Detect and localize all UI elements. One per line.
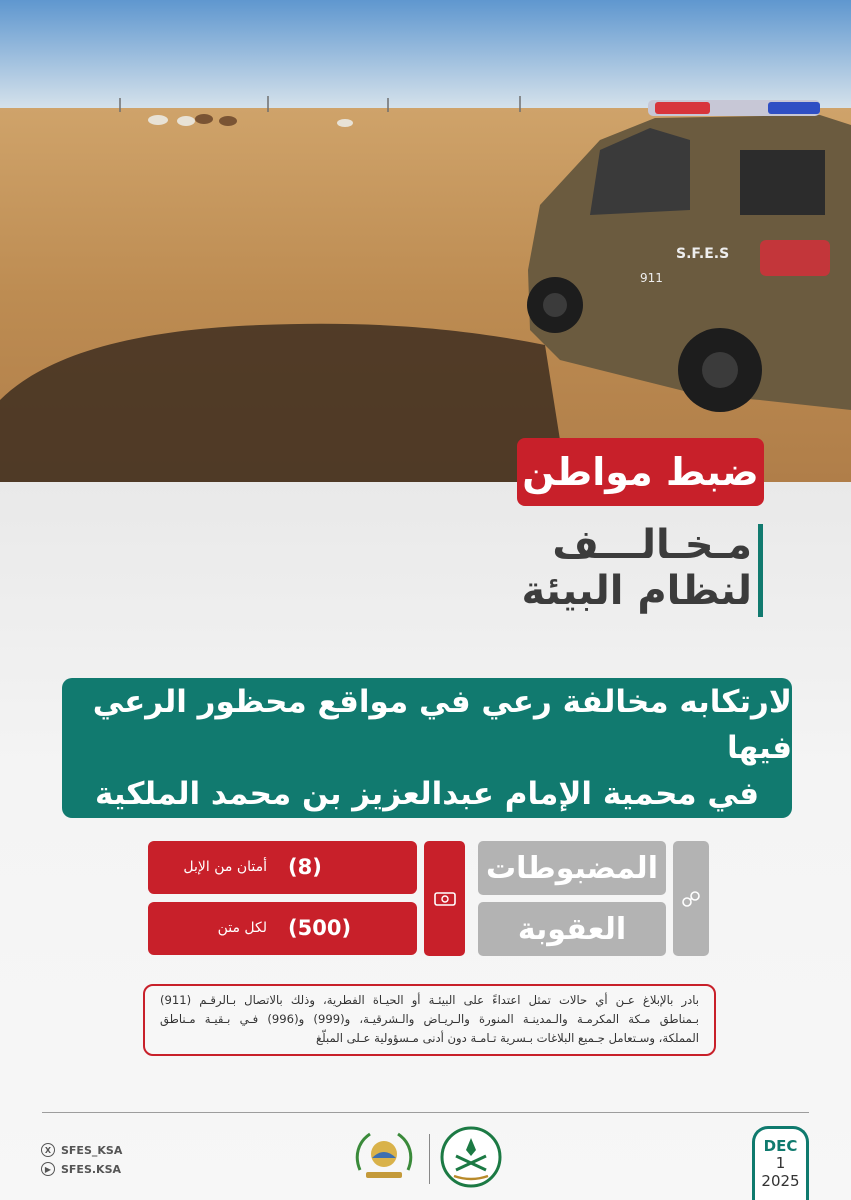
- description-line-1: لارتكابه مخالفة رعي في مواقع محظور الرعي فيها: [92, 684, 792, 766]
- date-day: 1: [775, 1154, 786, 1172]
- seized-label-box: [478, 841, 666, 895]
- subtitle-line-1: مـخـالـــف: [552, 522, 752, 568]
- seized-label: المضبوطات: [486, 850, 658, 886]
- twitter-link[interactable]: [41, 1140, 122, 1160]
- notice-line-2: بـمناطق مـكة المكرمـة والـمدينـة المنورة والـريـاض والـشرقيـة، و(999) و(996) فـي بـقيـة مـناطق: [160, 1012, 699, 1026]
- title-badge: [517, 438, 764, 506]
- penalty-description: لكل متن: [217, 920, 267, 936]
- page-title: ضبط مواطن: [522, 450, 759, 494]
- reporting-notice: [143, 984, 716, 1056]
- notice-line-3: المملكة، وسـتعامل جـميع البلاغات بـسرية تـامـة دون أدنى مـسؤولية عـلى المبلّغ: [315, 1031, 699, 1045]
- date-badge: [752, 1126, 809, 1200]
- subtitle-accent-bar: [758, 524, 763, 617]
- hero-photo: [0, 0, 851, 482]
- penalty-label: العقوبة: [517, 911, 627, 947]
- seized-row: [148, 841, 417, 894]
- penalty-label-box: [478, 902, 666, 956]
- handcuffs-icon-box: [673, 841, 709, 956]
- money-icon-box: [424, 841, 465, 956]
- date-month: DEC: [763, 1137, 798, 1155]
- seized-value: (8): [288, 855, 322, 879]
- subtitle-line-2: لنظام البيئة: [521, 568, 752, 614]
- footer-divider: [42, 1112, 809, 1113]
- money-icon: [433, 890, 457, 908]
- youtube-handle: SFES.KSA: [61, 1162, 122, 1176]
- notice-line-1: بادر بالإبلاغ عـن أي حالات تمثل اعتداءً على البيئـة أو الحيـاة الفطرية، وذلك بالاتصال بـالرقـم (911): [160, 993, 699, 1007]
- svg-text:S.F.E.S: S.F.E.S: [676, 246, 730, 262]
- twitter-handle: SFES_KSA: [61, 1143, 123, 1157]
- description-line-2: في محمية الإمام عبدالعزيز بن محمد الملكية: [94, 776, 760, 812]
- desert-patrol-scene: [0, 0, 851, 482]
- date-year: 2025: [761, 1172, 800, 1190]
- handcuffs-icon: [680, 888, 702, 910]
- youtube-icon: ▶: [41, 1162, 55, 1176]
- seized-description: أمتان من الإبل: [183, 859, 267, 875]
- logo-separator: [429, 1134, 430, 1184]
- penalty-row: [148, 902, 417, 955]
- youtube-link[interactable]: [41, 1159, 121, 1179]
- penalty-value: (500): [288, 916, 352, 940]
- sfes-emblem-logo: [352, 1128, 416, 1186]
- violation-description-box: [62, 678, 792, 818]
- ministry-emblem-logo: [440, 1126, 502, 1188]
- svg-text:911: 911: [640, 271, 663, 285]
- subtitle: [430, 522, 752, 618]
- x-icon: X: [41, 1143, 55, 1157]
